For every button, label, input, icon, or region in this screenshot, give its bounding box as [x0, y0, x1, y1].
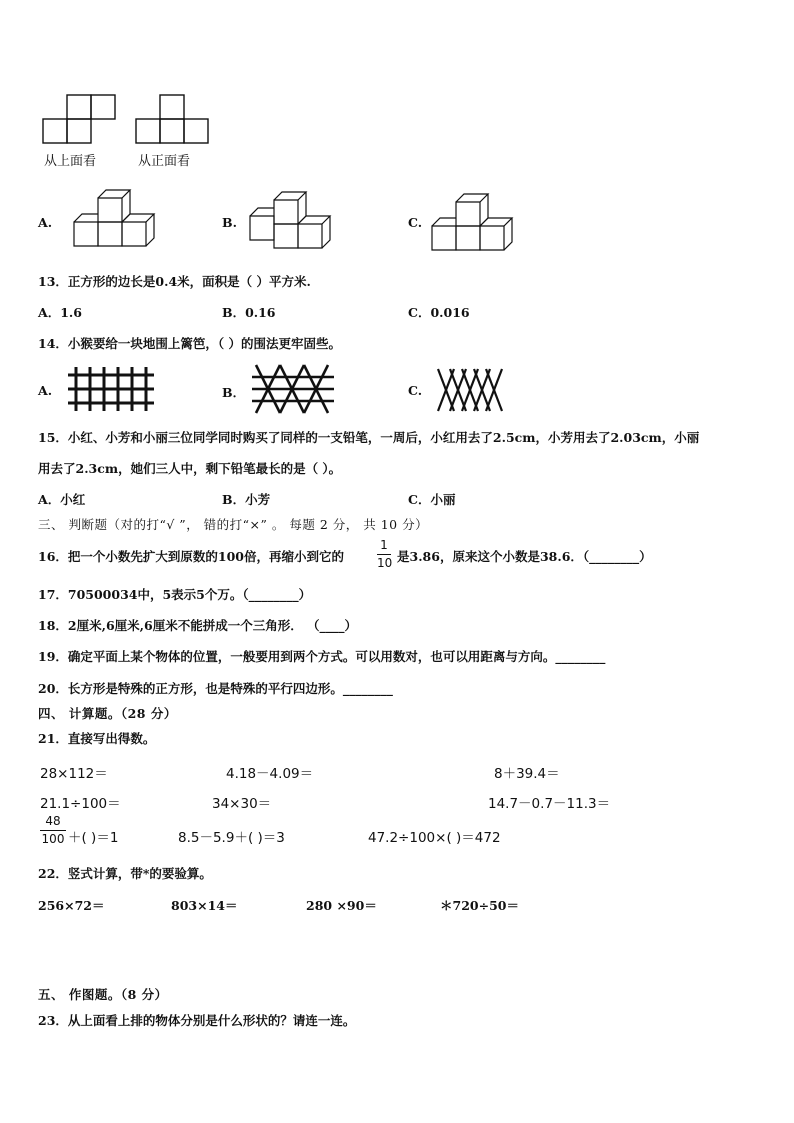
- q22-item-3: 280 ×90＝: [306, 898, 377, 913]
- q15-option-a: A．小红: [38, 492, 86, 507]
- q13-stem: 13．正方形的边长是0.4米，面积是（ ）平方米.: [38, 274, 311, 289]
- q21-row3-item2: 8.5－5.9＋( )＝3: [178, 830, 285, 846]
- q21-row3-fraction-numerator: 48: [45, 814, 61, 828]
- q15-option-c: C．小丽: [408, 492, 456, 507]
- section-5-heading: 五、 作图题。（8 分）: [38, 987, 168, 1002]
- q22-item-4: ＊720÷50＝: [440, 898, 519, 913]
- q21-row1-item2: 4.18－4.09＝: [226, 766, 314, 782]
- q21-row2-item2: 34×30＝: [212, 796, 272, 812]
- q16-fraction: [377, 538, 391, 571]
- q14-fence-grid: [66, 365, 156, 413]
- q16-fraction-bar: [377, 554, 391, 555]
- q14-stem: 14．小猴要给一块地围上篱笆，（ ）的围法更牢固些。: [38, 336, 341, 351]
- section-4-heading: 四、 计算题。（28 分）: [38, 706, 177, 721]
- q16-text-before: 16．把一个小数先扩大到原数的100倍，再缩小到它的: [38, 549, 344, 564]
- q21-row2-item1: 21.1÷100＝: [40, 796, 121, 812]
- q18-stem: 18．2厘米,6厘米,6厘米不能拼成一个三角形． （____）: [38, 618, 358, 633]
- top-view-diagram: [42, 94, 118, 144]
- q16-text-after: 是3.86，原来这个小数是38.6．（________）: [397, 549, 652, 564]
- q17-stem: 17．70500034中，5表示5个万。（________）: [38, 587, 312, 602]
- q12-option-c-label: C.: [408, 215, 423, 230]
- q19-stem: 19．确定平面上某个物体的位置，一般要用到两个方式。可以用数对，也可以用距离与方向。________: [38, 649, 606, 664]
- q21-row3-fraction-bar: [40, 830, 66, 831]
- q14-fence-diagonal: [436, 367, 504, 413]
- q15-line-2: 用去了2.3cm，她们三人中，剩下铅笔最长的是（ ）。: [38, 461, 342, 476]
- q12-option-a-cubes: [64, 186, 160, 256]
- q12-option-a-label: A.: [38, 215, 53, 230]
- q12-option-b-label: B.: [222, 215, 237, 230]
- q21-row3-fraction-denominator: 100: [41, 832, 65, 846]
- q20-stem: 20．长方形是特殊的正方形，也是特殊的平行四边形。________: [38, 681, 393, 696]
- q21-row1-item3: 8＋39.4＝: [494, 766, 560, 782]
- q15-option-b: B．小芳: [222, 492, 271, 507]
- q22-item-1: 256×72＝: [38, 898, 105, 913]
- q13-option-a: A．1.6: [38, 305, 82, 320]
- front-view-diagram: [135, 94, 211, 144]
- q14-option-c-label: C.: [408, 383, 423, 398]
- q21-row1-item1: 28×112＝: [40, 766, 108, 782]
- q14-fence-crossed: [252, 363, 336, 415]
- q23-stem: 23．从上面看上排的物体分别是什么形状的？请连一连。: [38, 1013, 356, 1028]
- q21-row3-fraction: [40, 814, 66, 847]
- section-3-heading: 三、 判断题（对的打“√ ”， 错的打“×” 。 每题 2 分， 共 10 分）: [38, 517, 429, 532]
- q13-option-c: C．0.016: [408, 305, 470, 320]
- q21-stem: 21．直接写出得数。: [38, 731, 156, 746]
- top-view-label: 从上面看: [44, 154, 97, 169]
- q14-option-a-label: A.: [38, 383, 53, 398]
- front-view-label: 从正面看: [138, 154, 191, 169]
- q15-line-1: 15．小红、小芳和小丽三位同学同时购买了同样的一支铅笔，一周后，小红用去了2.5cm，小芳用去了2.03cm，小丽: [38, 430, 700, 445]
- q22-item-2: 803×14＝: [171, 898, 238, 913]
- q21-row2-item3: 14.7－0.7－11.3＝: [488, 796, 611, 812]
- q21-row3-item1: ＋( )＝1: [68, 830, 119, 846]
- q14-option-b-label: B．: [222, 385, 246, 400]
- q12-option-c-cubes: [430, 190, 526, 260]
- q21-row3-item3: 47.2÷100×( )＝472: [368, 830, 501, 846]
- q16-fraction-numerator: 1: [380, 538, 388, 552]
- q12-option-b-cubes: [244, 188, 340, 258]
- q13-option-b: B．0.16: [222, 305, 276, 320]
- q16-fraction-denominator: 10: [377, 556, 393, 570]
- q22-stem: 22．竖式计算，带*的要验算。: [38, 866, 212, 881]
